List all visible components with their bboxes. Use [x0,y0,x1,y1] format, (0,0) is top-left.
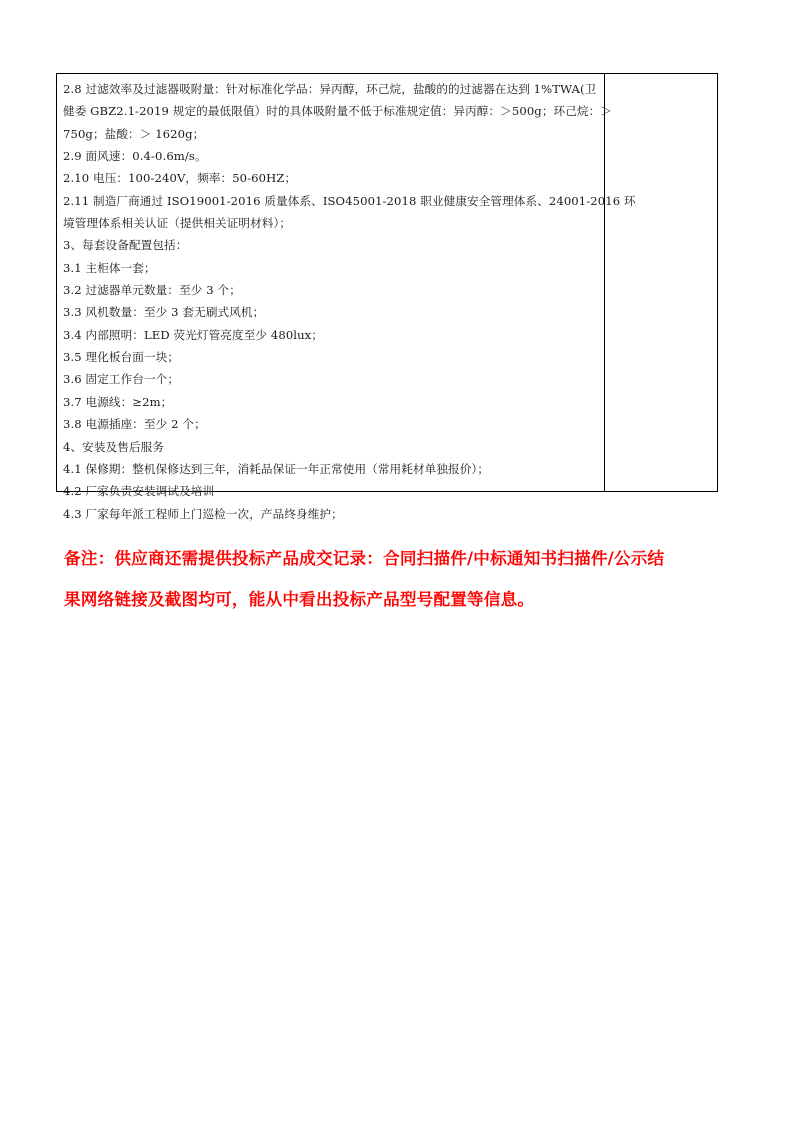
spec-line: 750g；盐酸：＞ 1620g； [63,126,205,141]
spec-line: 4.3 厂家每年派工程师上门巡检一次，产品终身维护； [63,506,343,521]
remark-line: 备注：供应商还需提供投标产品成交记录：合同扫描件/中标通知书扫描件/公示结 [64,548,665,568]
remark-note [64,538,734,620]
empty-side-cell [605,74,717,491]
spec-line: 2.11 制造厂商通过 ISO19001-2016 质量体系、ISO45001-2018 职业健康安全管理体系、24001-2016 环 [63,193,636,208]
spec-line: 2.8 过滤效率及过滤器吸附量：针对标准化学品：异丙醇，环己烷，盐酸的的过滤器在达到 1%TWA(卫 [63,82,597,96]
spec-line: 境管理体系相关认证（提供相关证明材料）； [63,216,292,231]
remark-line: 果网络链接及截图均可，能从中看出投标产品型号配置等信息。 [64,589,535,609]
spec-line: 4.2 厂家负责安装调试及培训 [63,484,215,499]
spec-line: 3.4 内部照明：LED 荧光灯管亮度至少 480lux； [63,327,324,342]
spec-line: 3.6 固定工作台一个； [63,372,180,387]
spec-line: 3.1 主柜体一套； [63,260,156,275]
spec-line: 4.1 保修期：整机保修达到三年，消耗品保证一年正常使用（常用耗材单独报价）； [63,461,490,476]
spec-table [56,73,718,521]
spec-line: 3.3 风机数量：至少 3 套无刷式风机； [63,305,265,320]
spec-line: 3.5 理化板台面一块； [63,350,180,365]
spec-line: 4、安装及售后服务 [63,439,165,454]
spec-line: 3、每套设备配置包括： [63,238,188,253]
spec-line: 2.9 面风速：0.4-0.6m/s。 [63,149,207,164]
spec-requirements-cell [57,74,636,521]
spec-line: 3.2 过滤器单元数量：至少 3 个； [63,283,241,298]
spec-line: 3.8 电源插座：至少 2 个； [63,417,206,432]
spec-line: 3.7 电源线：≥2m； [63,394,173,409]
spec-line: 健委 GBZ2.1-2019 规定的最低限值）时的具体吸附量不低于标准规定值：异丙醇：＞500g；环己烷：＞ [63,104,612,119]
spec-line: 2.10 电压：100-240V，频率：50-60HZ； [63,171,297,186]
